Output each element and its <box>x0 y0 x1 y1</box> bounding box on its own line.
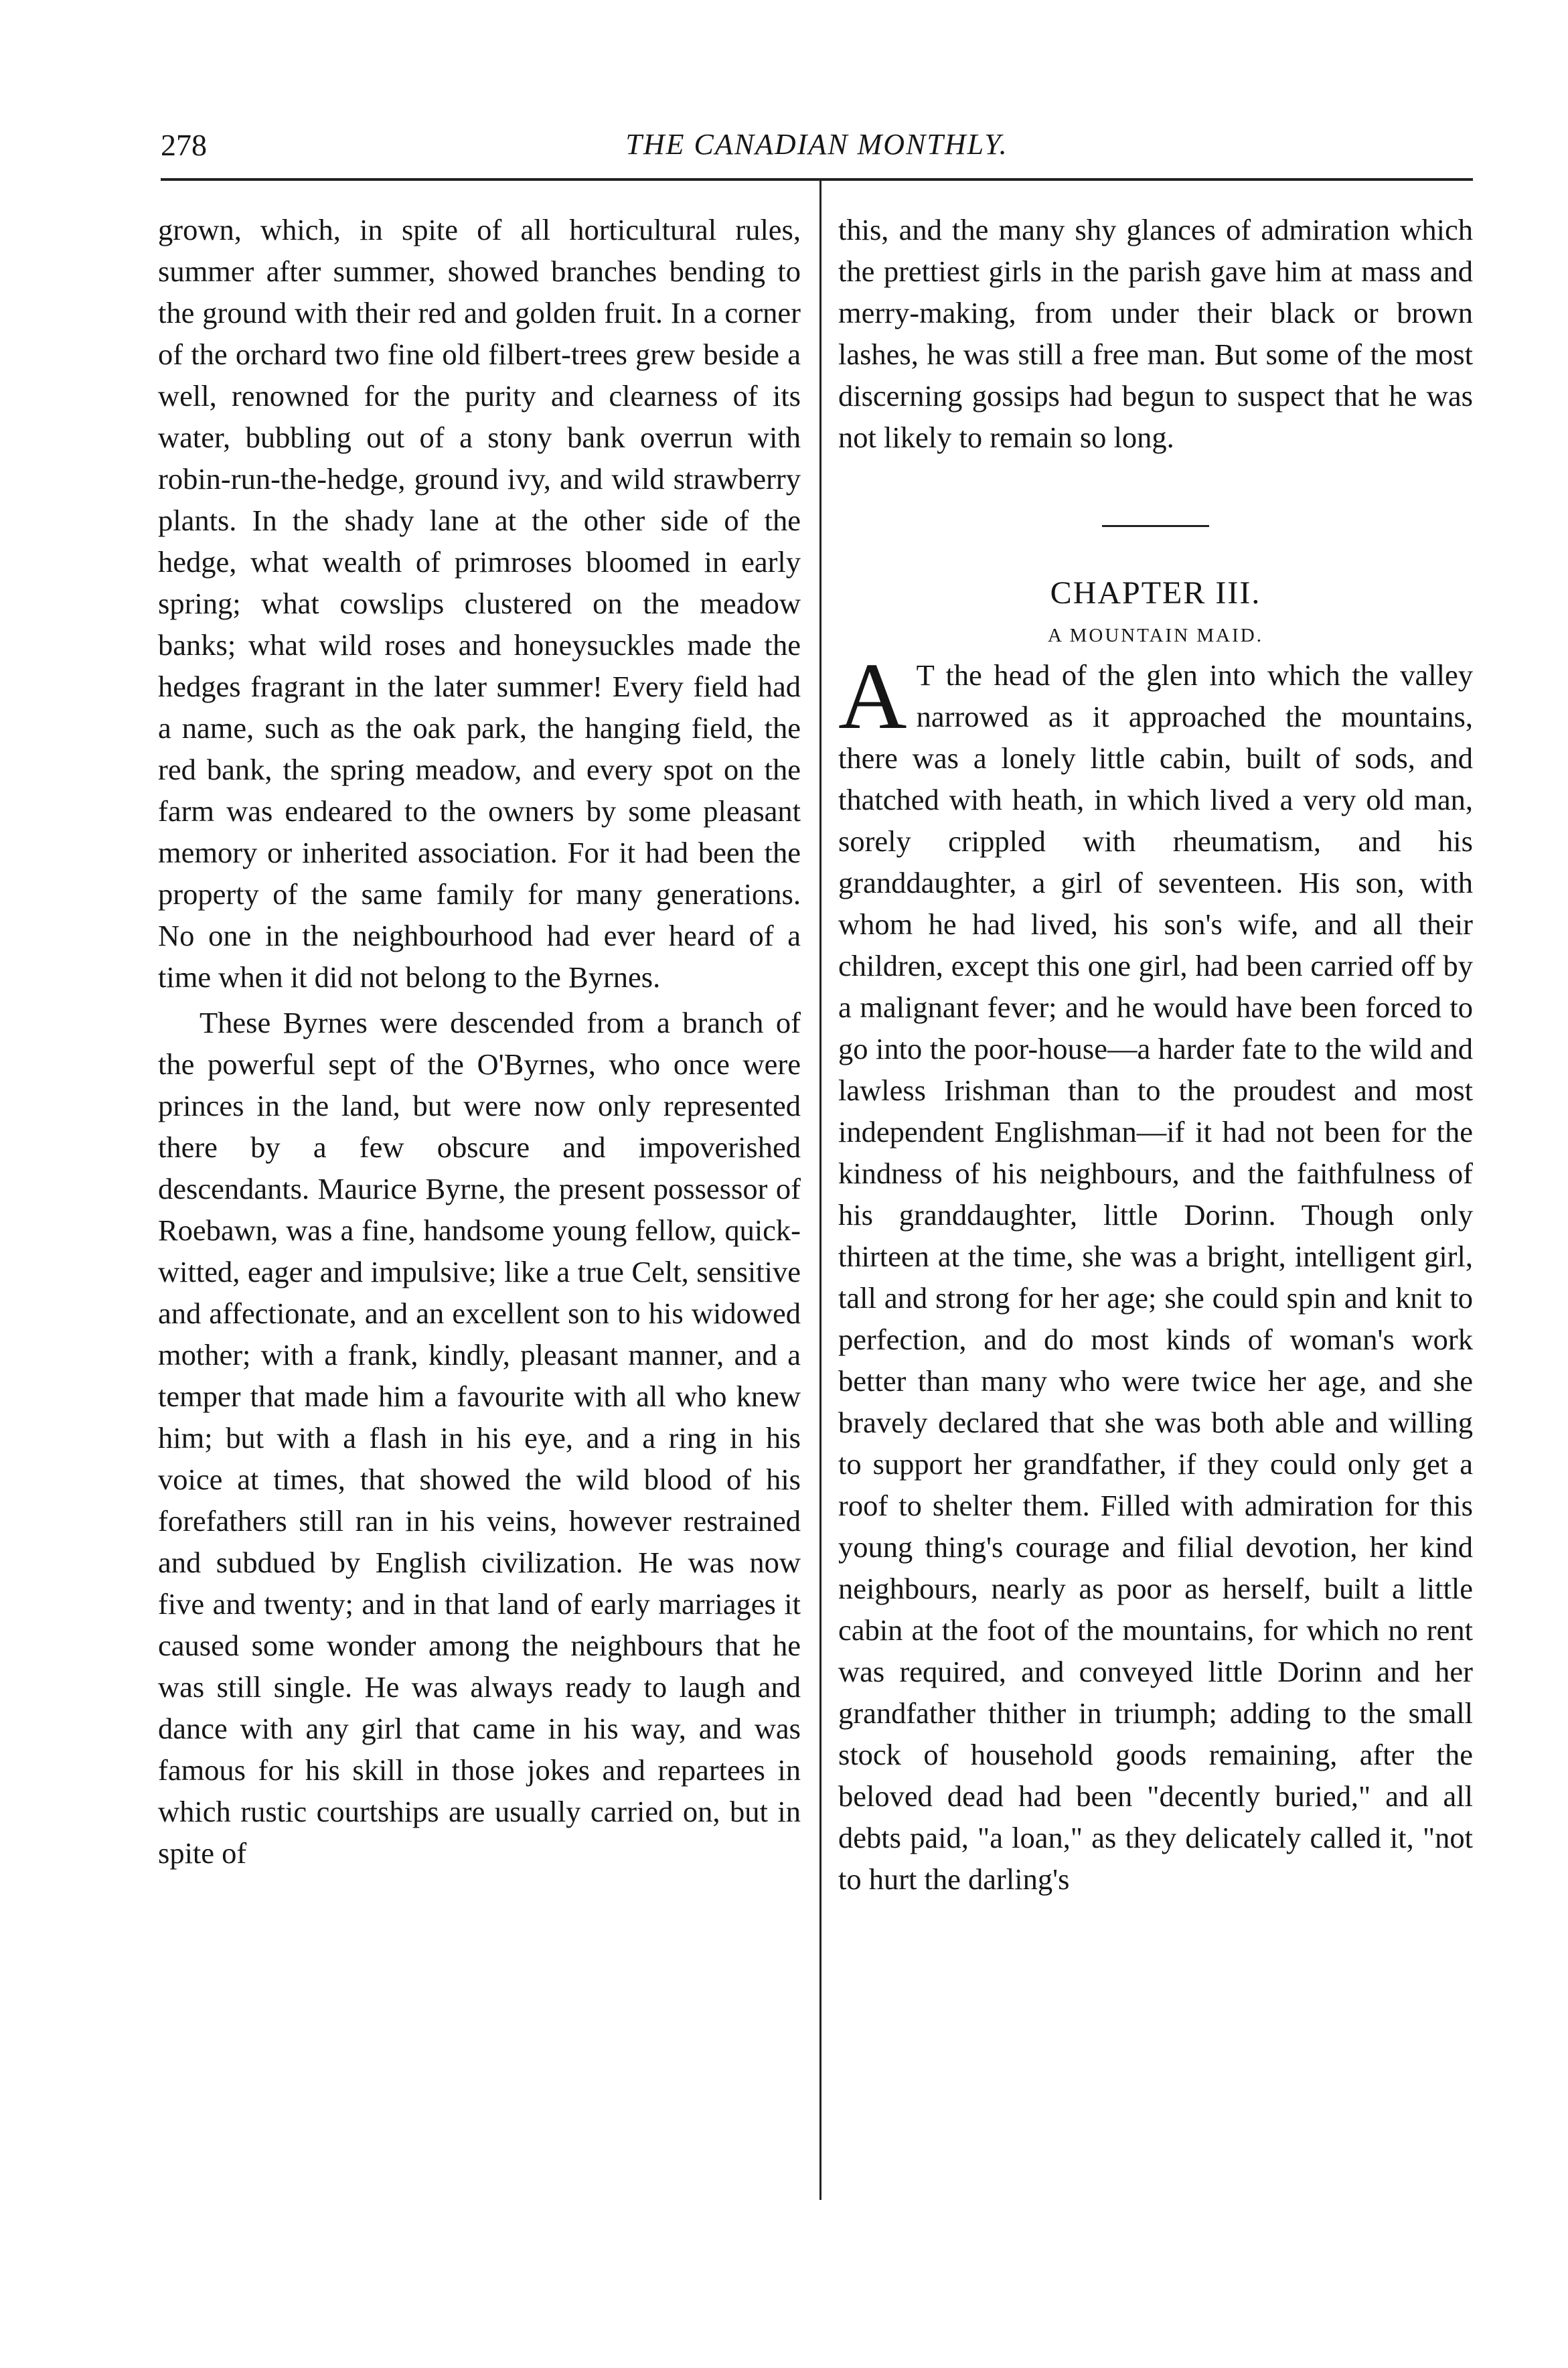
right-column <box>838 209 1473 1900</box>
column-divider <box>819 181 821 2200</box>
drop-cap: A <box>838 643 907 749</box>
section-divider <box>1102 525 1209 527</box>
running-title: THE CANADIAN MONTHLY. <box>625 128 1008 161</box>
page-header <box>161 127 1473 167</box>
chapter-subtitle: A MOUNTAIN MAID. <box>1048 625 1263 646</box>
paragraph-continued: grown, which, in spite of all horticultural rules, summer after summer, showed branches bending to the ground with their red and golden fruit. In a corner of the orchard two fine old filbert-trees grew beside a well, renowned for the purity and clearness of its water, bubbling out of a stony bank overrun with robin-run-the-hedge, ground ivy, and wild strawberry plants. In the shady lane at the other side of the hedge, what wealth of primroses bloomed in early spring; what cowslips clustered on the meadow banks; what wild roses and honeysuckles made the hedges fragrant in the later summer! Every field had a name, such as the oak park, the hanging field, the red bank, the spring meadow, and every spot on the farm was endeared to the owners by some pleasant memory or inherited association. For it had been the property of the same family for many generations. No one in the neighbourhood had ever heard of a time when it did not belong to the Byrnes. <box>158 213 801 994</box>
page-number: 278 <box>161 128 207 162</box>
left-column <box>158 209 801 1874</box>
chapter-opening-text: T the head of the glen into which the valley narrowed as it approached the mountains, there was a lonely little cabin, built of sods, and thatched with heath, in which lived a very old man, sorely crippled with rheumatism, and his granddaughter, a girl of seventeen. His son, with whom he had lived, his son's wife, and all their children, except this one girl, had been carried off by a malignant fever; and he would have been forced to go into the poor-house—a harder fate to the wild and lawless Irishman than to the proudest and most independent Englishman—if it had not been for the kindness of his neighbours, and the faithfulness of his granddaughter, little Dorinn. Though only thirteen at the time, she was a bright, intelligent girl, tall and strong for her age; she could spin and knit to perfection, and do most kinds of woman's work better than many who were twice her age, and she bravely declared that she was both able and willing to support her grandfather, if they could only get a roof to shelter them. Filled with admiration for this young thing's courage and filial devotion, her kind neighbours, nearly as poor as herself, built a little cabin at the foot of the mountains, for which no rent was required, and conveyed little Dorinn and her grandfather thither in triumph; adding to the small stock of household goods remaining, after the beloved dead had been "decently buried," and all debts paid, "a loan," as they delicately called it, "not to hurt the darling's <box>838 658 1473 1896</box>
paragraph-continued-right: this, and the many shy glances of admiration which the prettiest girls in the parish gave him at mass and merry-making, from under their black or brown lashes, he was still a free man. But some of the most discerning gossips had begun to suspect that he was not likely to remain so long. <box>838 213 1473 454</box>
chapter-heading: CHAPTER III. <box>1050 575 1261 611</box>
chapter-opening-paragraph <box>838 643 1473 1900</box>
header-rule <box>161 178 1473 181</box>
paragraph-byrnes: These Byrnes were descended from a branch of the powerful sept of the O'Byrnes, who once were princes in the land, but were now only represented there by a few obscure and impoverished descendants. Maurice Byrne, the present possessor of Roebawn, was a fine, handsome young fellow, quick-witted, eager and impulsive; like a true Celt, sensitive and affectionate, and an excellent son to his widowed mother; with a frank, kindly, pleasant manner, and a temper that made him a favourite with all who knew him; but with a flash in his eye, and a ring in his voice at times, that showed the wild blood of his forefathers still ran in his veins, however restrained and subdued by English civilization. He was now five and twenty; and in that land of early marriages it caused some wonder among the neighbours that he was still single. He was always ready to laugh and dance with any girl that came in his way, and was famous for his skill in those jokes and repartees in which rustic courtships are usually carried on, but in spite of <box>158 1006 801 1870</box>
